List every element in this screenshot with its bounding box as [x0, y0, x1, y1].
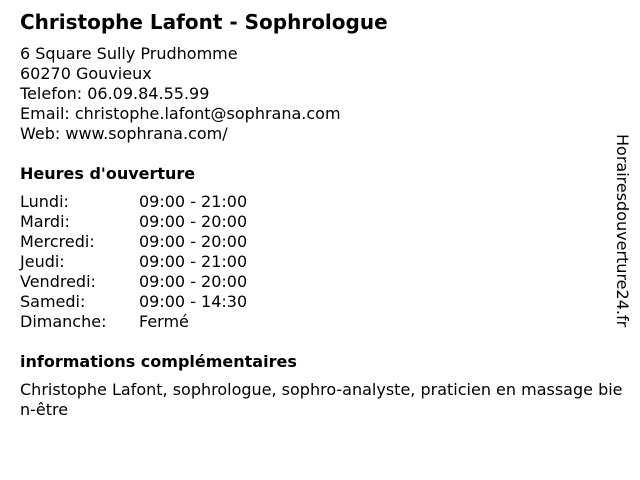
day-label: Mardi:	[20, 212, 70, 231]
additional-info-heading: informations complémentaires	[20, 352, 297, 371]
hours-row-monday	[20, 192, 632, 212]
address-city: 60270 Gouvieux	[20, 64, 152, 83]
opening-hours-heading: Heures d'ouverture	[20, 164, 196, 183]
site-watermark: Horairesdouverture24.fr	[613, 134, 632, 328]
website-address: Web: www.sophrana.com/	[20, 124, 228, 143]
day-hours: 09:00 - 20:00	[139, 232, 248, 251]
hours-row-friday	[20, 272, 632, 292]
day-label: Samedi:	[20, 292, 86, 311]
hours-row-sunday	[20, 312, 632, 332]
day-label: Dimanche:	[20, 312, 107, 331]
day-hours: 09:00 - 20:00	[139, 272, 248, 291]
hours-row-tuesday	[20, 212, 632, 232]
contact-block	[20, 44, 632, 144]
day-label: Vendredi:	[20, 272, 96, 291]
day-label: Jeudi:	[20, 252, 65, 271]
email-address: Email: christophe.lafont@sophrana.com	[20, 104, 341, 123]
day-hours: 09:00 - 14:30	[139, 292, 248, 311]
day-hours: 09:00 - 21:00	[139, 252, 248, 271]
address-street: 6 Square Sully Prudhomme	[20, 44, 238, 63]
hours-row-wednesday	[20, 232, 632, 252]
day-label: Lundi:	[20, 192, 69, 211]
business-card	[20, 8, 632, 420]
hours-row-thursday	[20, 252, 632, 272]
day-hours: 09:00 - 20:00	[139, 212, 248, 231]
hours-row-saturday	[20, 292, 632, 312]
day-hours: Fermé	[139, 312, 189, 331]
phone-number: Telefon: 06.09.84.55.99	[20, 84, 210, 103]
business-name: Christophe Lafont - Sophrologue	[20, 10, 388, 34]
day-label: Mercredi:	[20, 232, 95, 251]
day-hours: 09:00 - 21:00	[139, 192, 248, 211]
opening-hours-table	[20, 192, 632, 332]
additional-info-text: Christophe Lafont, sophrologue, sophro-analyste, praticien en massage bien-être	[20, 380, 623, 419]
